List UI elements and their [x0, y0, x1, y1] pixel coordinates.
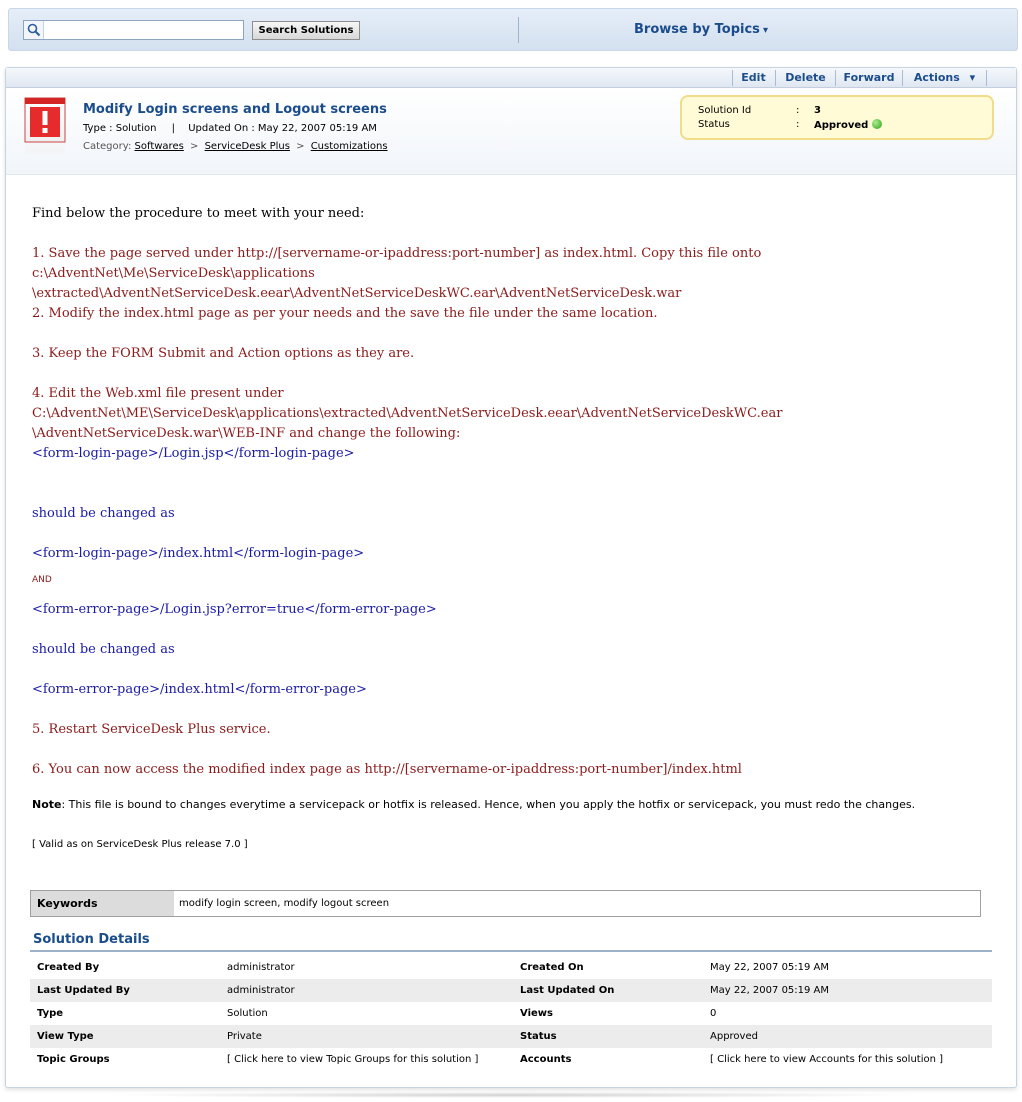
type-label: Type [37, 1008, 64, 1019]
step-4 [32, 384, 992, 444]
view-type-label: View Type [37, 1031, 94, 1042]
solution-header [6, 89, 1016, 175]
breadcrumb-separator: > [190, 141, 199, 152]
solution-info-box [680, 95, 994, 140]
created-by-label: Created By [37, 962, 100, 973]
step-5: 5. Restart ServiceDesk Plus service. [32, 722, 271, 737]
table-row [30, 1048, 992, 1071]
search-solutions-button[interactable]: Search Solutions [252, 21, 360, 40]
created-by-value: administrator [227, 962, 295, 973]
status-value [814, 119, 882, 131]
created-on-label: Created On [520, 962, 584, 973]
updated-value: May 22, 2007 05:19 AM [257, 123, 377, 134]
keywords-row [30, 890, 981, 917]
keywords-value: modify login screen, modify logout screen [179, 898, 390, 909]
step-3: 3. Keep the FORM Submit and Action options as they are. [32, 346, 415, 361]
status-label: Status [520, 1031, 557, 1042]
should-be-changed-1: should be changed as [32, 506, 175, 521]
views-value: 0 [710, 1008, 717, 1019]
solution-details-table [30, 956, 992, 1071]
type-value: Solution [227, 1008, 268, 1019]
code-login-page-old: <form-login-page>/Login.jsp</form-login-page> [32, 446, 355, 461]
breadcrumb-customizations[interactable]: Customizations [310, 141, 388, 152]
alert-icon [24, 97, 66, 160]
views-label: Views [520, 1008, 553, 1019]
breadcrumb-softwares[interactable]: Softwares [134, 141, 184, 152]
view-type-value: Private [227, 1031, 262, 1042]
category-breadcrumb [83, 141, 388, 152]
code-error-page-old: <form-error-page>/Login.jsp?error=true</form-error-page> [32, 602, 437, 617]
code-login-page-new: <form-login-page>/index.html</form-login-page> [32, 546, 365, 561]
note-body: : This file is bound to changes everytime a servicepack or hotfix is released. Hence, when you apply the hotfix or servicepack, you must redo the changes. [61, 798, 916, 811]
search-box[interactable] [23, 20, 244, 40]
last-updated-by-value: administrator [227, 985, 295, 996]
actions-menu-button[interactable] [902, 70, 987, 86]
solution-panel [5, 67, 1017, 1088]
table-row [30, 1002, 992, 1025]
note-text [32, 798, 992, 811]
should-be-changed-2: should be changed as [32, 642, 175, 657]
browse-by-topics-label: Browse by Topics [634, 22, 760, 37]
breadcrumb-separator: > [296, 141, 305, 152]
and-text: AND [32, 575, 52, 585]
step-2: 2. Modify the index.html page as per your needs and the save the file under the same location. [32, 306, 658, 321]
last-updated-by-label: Last Updated By [37, 985, 130, 996]
step-1-line-2: \extracted\AdventNetServiceDesk.eear\AdventNetServiceDeskWC.ear\AdventNetServiceDesk.war [32, 286, 682, 301]
view-topic-groups-link[interactable]: [ Click here to view Topic Groups for this solution ] [227, 1054, 479, 1065]
colon: : [796, 105, 800, 116]
accounts-label: Accounts [520, 1054, 572, 1065]
last-updated-on-label: Last Updated On [520, 985, 615, 996]
solution-meta [83, 123, 377, 134]
solution-id-value: 3 [814, 105, 821, 116]
actions-label: Actions [913, 71, 960, 84]
status-value: Approved [710, 1031, 758, 1042]
topic-groups-label: Topic Groups [37, 1054, 110, 1065]
search-input[interactable] [45, 21, 243, 39]
type-label: Type : [83, 123, 113, 134]
divider [518, 17, 519, 43]
step-1-line-1: 1. Save the page served under http://[servername-or-ipaddress:port-number] as index.html. Copy this file onto c:\AdventNet\Me\ServiceDesk\applications [32, 246, 762, 281]
table-row [30, 1025, 992, 1048]
status-label: Status [698, 119, 730, 130]
chevron-down-icon: ▾ [762, 25, 768, 36]
last-updated-on-value: May 22, 2007 05:19 AM [710, 985, 830, 996]
note-label: Note [32, 798, 62, 811]
table-row [30, 979, 992, 1002]
breadcrumb-servicedesk-plus[interactable]: ServiceDesk Plus [204, 141, 290, 152]
action-toolbar [6, 68, 1016, 88]
view-accounts-link[interactable]: [ Click here to view Accounts for this solution ] [710, 1054, 944, 1065]
solution-id-label: Solution Id [698, 105, 752, 116]
chevron-down-icon: ▾ [969, 71, 976, 84]
step-6: 6. You can now access the modified index page as http://[servername-or-ipaddress:port-number]/index.html [32, 762, 742, 777]
updated-label: Updated On : [188, 123, 255, 134]
delete-button[interactable]: Delete [775, 70, 835, 86]
keywords-label: Keywords [31, 891, 174, 916]
category-label: Category: [83, 141, 132, 152]
search-bar [8, 8, 1018, 51]
colon: : [796, 119, 800, 130]
search-icon[interactable] [24, 21, 44, 39]
solution-details-title: Solution Details [33, 932, 150, 947]
code-error-page-new: <form-error-page>/index.html</form-error-page> [32, 682, 367, 697]
panel-shadow [100, 1092, 920, 1098]
type-value: Solution [115, 123, 157, 134]
divider [30, 950, 992, 952]
step-4-line-1: 4. Edit the Web.xml file present under C:\AdventNet\ME\ServiceDesk\applications\extracted\AdventNetServiceDesk.eear\AdventNetServiceDeskWC.ear [32, 386, 783, 421]
status-approved-icon [872, 119, 882, 129]
intro-text: Find below the procedure to meet with your need: [32, 206, 365, 221]
solution-title: Modify Login screens and Logout screens [83, 102, 387, 117]
table-row [30, 956, 992, 979]
valid-release-text: [ Valid as on ServiceDesk Plus release 7.0 ] [32, 839, 248, 850]
created-on-value: May 22, 2007 05:19 AM [710, 962, 830, 973]
step-1 [32, 244, 992, 304]
step-4-line-2: \AdventNetServiceDesk.war\WEB-INF and change the following: [32, 426, 461, 441]
meta-separator: | [171, 123, 176, 134]
status-text: Approved [814, 120, 869, 131]
forward-button[interactable]: Forward [835, 70, 902, 86]
browse-by-topics-menu[interactable] [634, 22, 768, 37]
edit-button[interactable]: Edit [732, 70, 774, 86]
